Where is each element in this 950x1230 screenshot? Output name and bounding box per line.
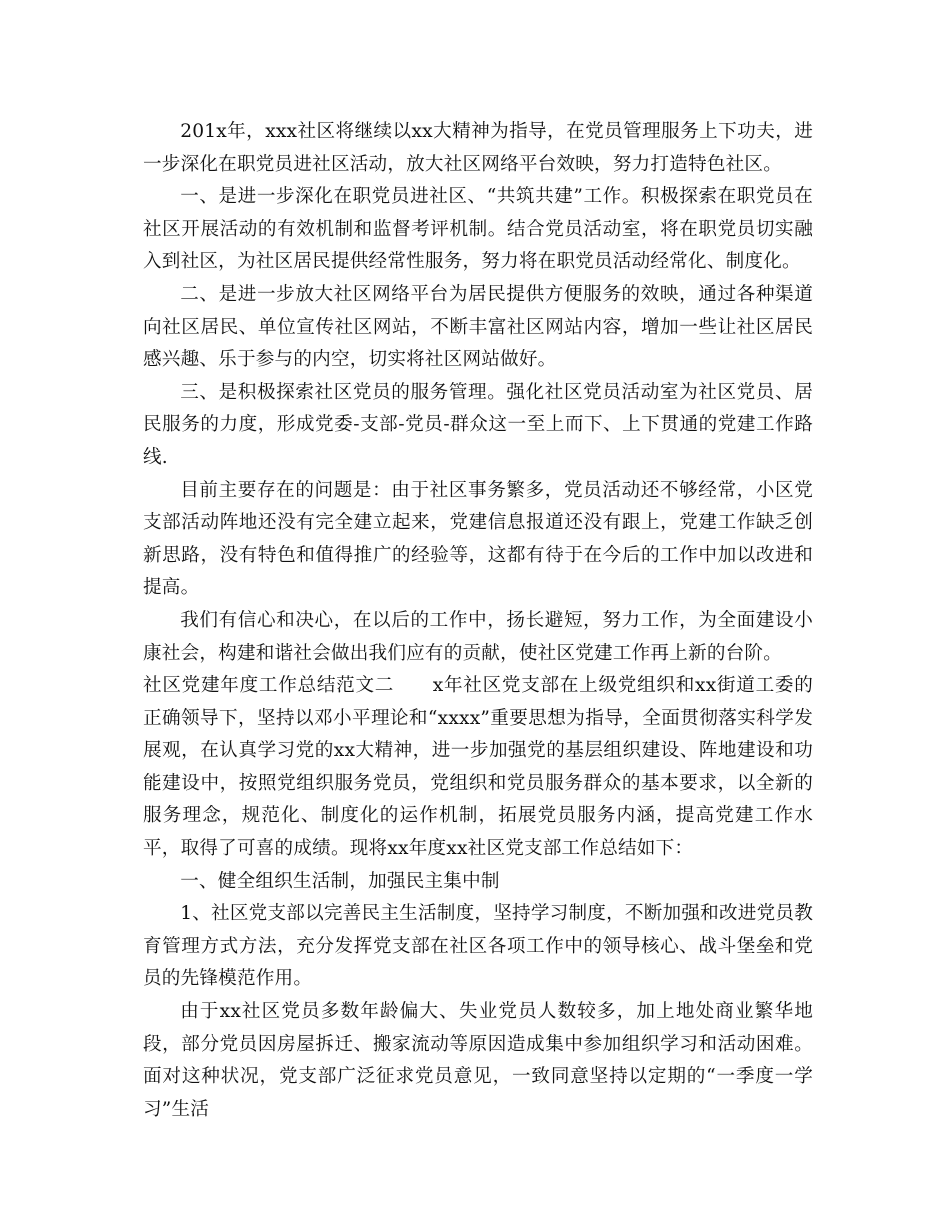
paragraph-1: 201x年，xxx社区将继续以xx大精神为指导，在党员管理服务上下功夫，进一步深化在职党员进社区活动，放大社区网络平台效映，努力打造特色社区。 xyxy=(143,121,813,175)
section-heading-paragraph: 社区党建年度工作总结范文二 x年社区党支部在上级党组织和xx街道工委的正确领导下，坚持以邓小平理论和“xxxx”重要思想为指导，全面贯彻落实科学发展观，在认真学习党的xx大精神，进一步加强党的基层组织建设、阵地建设和功能建设中，按照党组织服务党员，党组织和党员服务群众的基本要求，以全新的服务理念，规范化、制度化的运作机制，拓展党员服务内涵，提高党建工作水平，取得了可喜的成绩。现将xx年度xx社区党支部工作总结如下： xyxy=(143,675,813,860)
subheading-1: 一、健全组织生活制，加强民主集中制 xyxy=(180,870,500,892)
paragraph-2: 一、是进一步深化在职党员进社区、“共筑共建”工作。积极探索在职党员在社区开展活动的有效机制和监督考评机制。结合党员活动室，将在职党员切实融入到社区，为社区居民提供经常性服务，努力将在职党员活动经常化、制度化。 xyxy=(143,186,813,273)
paragraph-4: 三、是积极探索社区党员的服务管理。强化社区党员活动室为社区党员、居民服务的力度，形成党委-支部-党员-群众这一至上而下、上下贯通的党建工作路线. xyxy=(143,381,813,468)
paragraph-9: 由于xx社区党员多数年龄偏大、失业党员人数较多，加上地处商业繁华地段，部分党员因房屋拆迁、搬家流动等原因造成集中参加组织学习和活动困难。面对这种状况，党支部广泛征求党员意见，一致同意坚持以定期的“一季度一学习”生活 xyxy=(143,1001,813,1120)
paragraph-3: 二、是进一步放大社区网络平台为居民提供方便服务的效映，通过各种渠道向社区居民、单位宣传社区网站，不断丰富社区网站内容，增加一些让社区居民感兴趣、乐于参与的内空，切实将社区网站做好。 xyxy=(143,283,813,371)
document-body xyxy=(143,116,813,1126)
paragraph-6: 我们有信心和决心，在以后的工作中，扬长避短，努力工作，为全面建设小康社会，构建和谐社会做出我们应有的贡献，使社区党建工作再上新的台阶。 xyxy=(143,609,813,664)
paragraph-5: 目前主要存在的问题是：由于社区事务繁多，党员活动还不够经常，小区党支部活动阵地还没有完全建立起来，党建信息报道还没有跟上，党建工作缺乏创新思路，没有特色和值得推广的经验等，这都有待于在今后的工作中加以改进和提高。 xyxy=(143,479,813,599)
paragraph-8: 1、社区党支部以完善民主生活制度，坚持学习制度，不断加强和改进党员教育管理方式方法，充分发挥党支部在社区各项工作中的领导核心、战斗堡垒和党员的先锋模范作用。 xyxy=(143,903,813,990)
